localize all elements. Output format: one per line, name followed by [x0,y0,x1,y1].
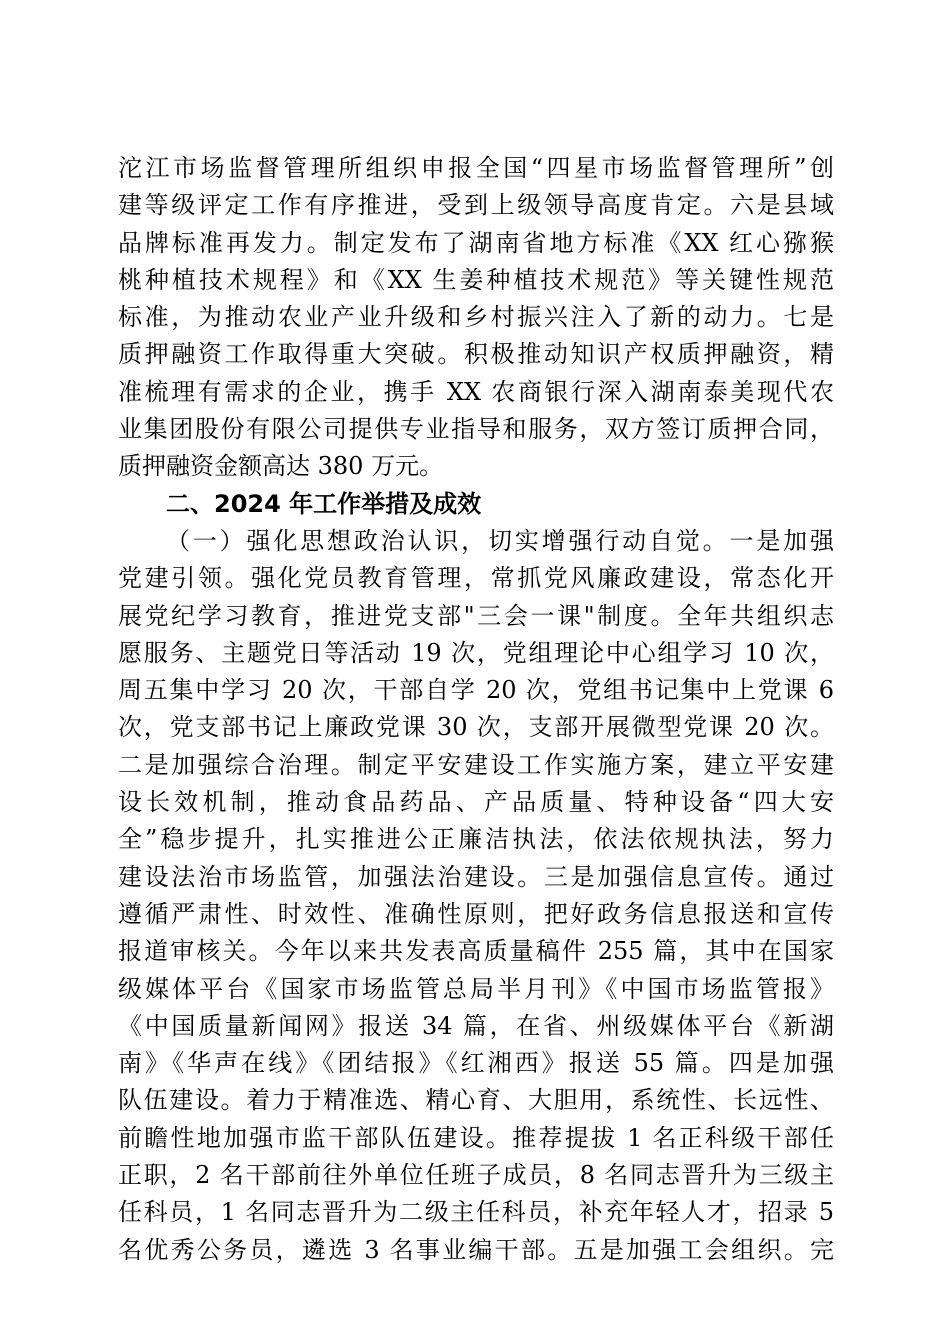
paragraph-line: 《中国质量新闻网》报送 34 篇，在省、州级媒体平台《新湖 [118,1011,834,1040]
paragraph-line: 桃种植技术规程》和《XX 生姜种植技术规范》等关键性规范 [118,265,834,294]
paragraph-line: 前瞻性地加强市监干部队伍建设。推荐提拔 1 名正科级干部任 [118,1123,834,1152]
paragraph-line: 队伍建设。着力于精准选、精心育、大胆用，系统性、长远性、 [118,1086,834,1115]
paragraph-line: 品牌标准再发力。制定发布了湖南省地方标准《XX 红心猕猴 [118,228,834,257]
paragraph-line: 南》《华声在线》《团结报》《红湘西》报送 55 篇。四是加强 [118,1049,834,1078]
paragraph-line: 级媒体平台《国家市场监管总局半月刊》《中国市场监管报》 [118,974,834,1003]
paragraph-line: 愿服务、主题党日等活动 19 次，党组理论中心组学习 10 次， [118,638,834,667]
paragraph-line: 建设法治市场监管，加强法治建设。三是加强信息宣传。通过 [118,862,834,891]
paragraph-line: 党建引领。强化党员教育管理，常抓党风廉政建设，常态化开 [118,564,834,593]
paragraph-line: 业集团股份有限公司提供专业指导和服务，双方签订质押合同， [118,415,834,444]
paragraph-line: 质押融资工作取得重大突破。积极推动知识产权质押融资，精 [118,340,834,369]
section-heading: 二、2024 年工作举措及成效 [166,489,482,518]
paragraph-line: 次，党支部书记上廉政党课 30 次，支部开展微型党课 20 次。 [118,713,834,742]
paragraph-line: 正职，2 名干部前往外单位任班子成员，8 名同志晋升为三级主 [118,1161,834,1190]
paragraph-line: 标准，为推动农业产业升级和乡村振兴注入了新的动力。七是 [118,303,834,332]
paragraph-line: 任科员，1 名同志晋升为二级主任科员，补充年轻人才，招录 5 [118,1198,834,1227]
paragraph-line: 报道审核关。今年以来共发表高质量稿件 255 篇，其中在国家 [118,937,834,966]
paragraph-line: 展党纪学习教育，推进党支部"三会一课"制度。全年共组织志 [118,601,834,630]
paragraph-line: 周五集中学习 20 次，干部自学 20 次，党组书记集中上党课 6 [118,676,834,705]
paragraph-line: 质押融资金额高达 380 万元。 [118,452,444,481]
document-body [118,150,834,1269]
paragraph-line: 建等级评定工作有序推进，受到上级领导高度肯定。六是县域 [118,191,834,220]
paragraph-line: 沱江市场监督管理所组织申报全国“四星市场监督管理所”创 [118,154,834,182]
paragraph-line: 遵循严肃性、时效性、准确性原则，把好政务信息报送和宣传 [118,899,834,928]
paragraph-line: 二是加强综合治理。制定平安建设工作实施方案，建立平安建 [118,750,834,779]
paragraph-line: （一）强化思想政治认识，切实增强行动自觉。一是加强 [166,526,834,555]
paragraph-line: 准梳理有需求的企业，携手 XX 农商银行深入湖南泰美现代农 [118,377,834,406]
paragraph-line: 全”稳步提升，扎实推进公正廉洁执法，依法依规执法，努力 [118,825,834,854]
paragraph-line: 设长效机制，推动食品药品、产品质量、特种设备“四大安 [118,788,834,817]
paragraph-line: 名优秀公务员，遴选 3 名事业编干部。五是加强工会组织。完 [118,1235,834,1264]
